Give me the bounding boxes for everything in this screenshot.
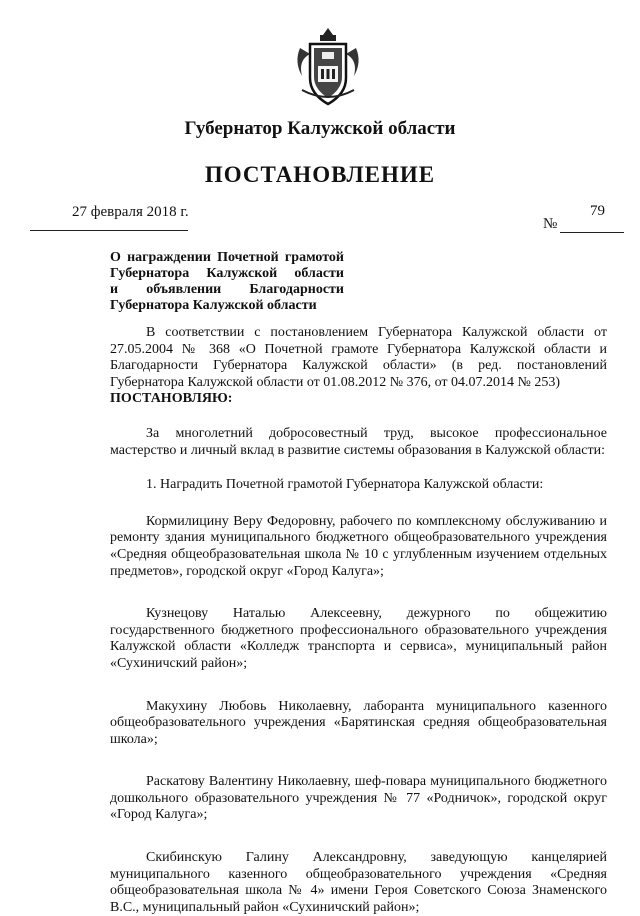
point-1-paragraph: 1. Наградить Почетной грамотой Губернатора Калужской области:	[146, 477, 544, 493]
subject-line: Губернатора Калужской области	[110, 266, 344, 281]
document-body	[110, 325, 607, 916]
subject-line: Губернатора Калужской области	[110, 298, 317, 313]
subject-line: О награждении Почетной грамотой	[110, 250, 344, 265]
preamble-paragraph: В соответствии с постановлением Губернатора Калужской области от 27.05.2004 № 368 «О Почетной грамоте Губернатора Калужской области и Благодарности Губернатора Калужской области» (в ред. постановлений Губернатора Калужской области от 01.08.2012 № 376, от 04.07.2014 № 253)	[110, 325, 607, 390]
coat-of-arms-icon	[292, 26, 364, 112]
awardee-paragraph: Макухину Любовь Николаевну, лаборанта муниципального казенного общеобразовательного учреждения «Барятинская средняя общеобразовательная школа»;	[110, 698, 607, 747]
number-sign: №	[543, 216, 558, 232]
awardee-paragraph: Скибинскую Галину Александровну, заведующую канцелярией муниципального казенного общеобразовательного учреждения «Средняя общеобразовательная школа № 4» имени Героя Советского Союза Знаменского В.С., муниципальный район «Сухиничский район»;	[110, 850, 607, 915]
awardee-paragraph: Кузнецову Наталью Алексеевну, дежурного по общежитию государственного бюджетного профессионального образовательного учреждения Калужской области «Колледж транспорта и сервиса», муниципальный район «Сухиничский район»;	[110, 606, 607, 671]
document-date: 27 февраля 2018 г.	[72, 204, 189, 220]
governor-title: Губернатор Калужской области	[184, 118, 456, 139]
reason-paragraph: За многолетний добросовестный труд, высокое профессиональное мастерство и личный вклад в развитие системы образования в Калужской области:	[110, 425, 607, 458]
document-number: 79	[590, 203, 605, 219]
document-subject	[110, 250, 344, 314]
decree-word: ПОСТАНОВЛЯЮ:	[110, 391, 233, 407]
awardee-paragraph: Раскатову Валентину Николаевну, шеф-повара муниципального бюджетного дошкольного образовательного учреждения № 77 «Родничок», городской округ «Город Калуга»;	[110, 774, 607, 823]
date-underline	[30, 230, 188, 231]
document-title: ПОСТАНОВЛЕНИЕ	[204, 162, 436, 187]
number-underline	[560, 232, 624, 233]
subject-line: и объявлении Благодарности	[110, 282, 344, 297]
awardee-paragraph: Кормилицину Веру Федоровну, рабочего по комплексному обслуживанию и ремонту здания муниципального бюджетного общеобразовательного учреждения «Средняя общеобразовательная школа № 10 с углубленным изучением отдельных предметов», городской округ «Город Калуга»;	[110, 513, 607, 579]
